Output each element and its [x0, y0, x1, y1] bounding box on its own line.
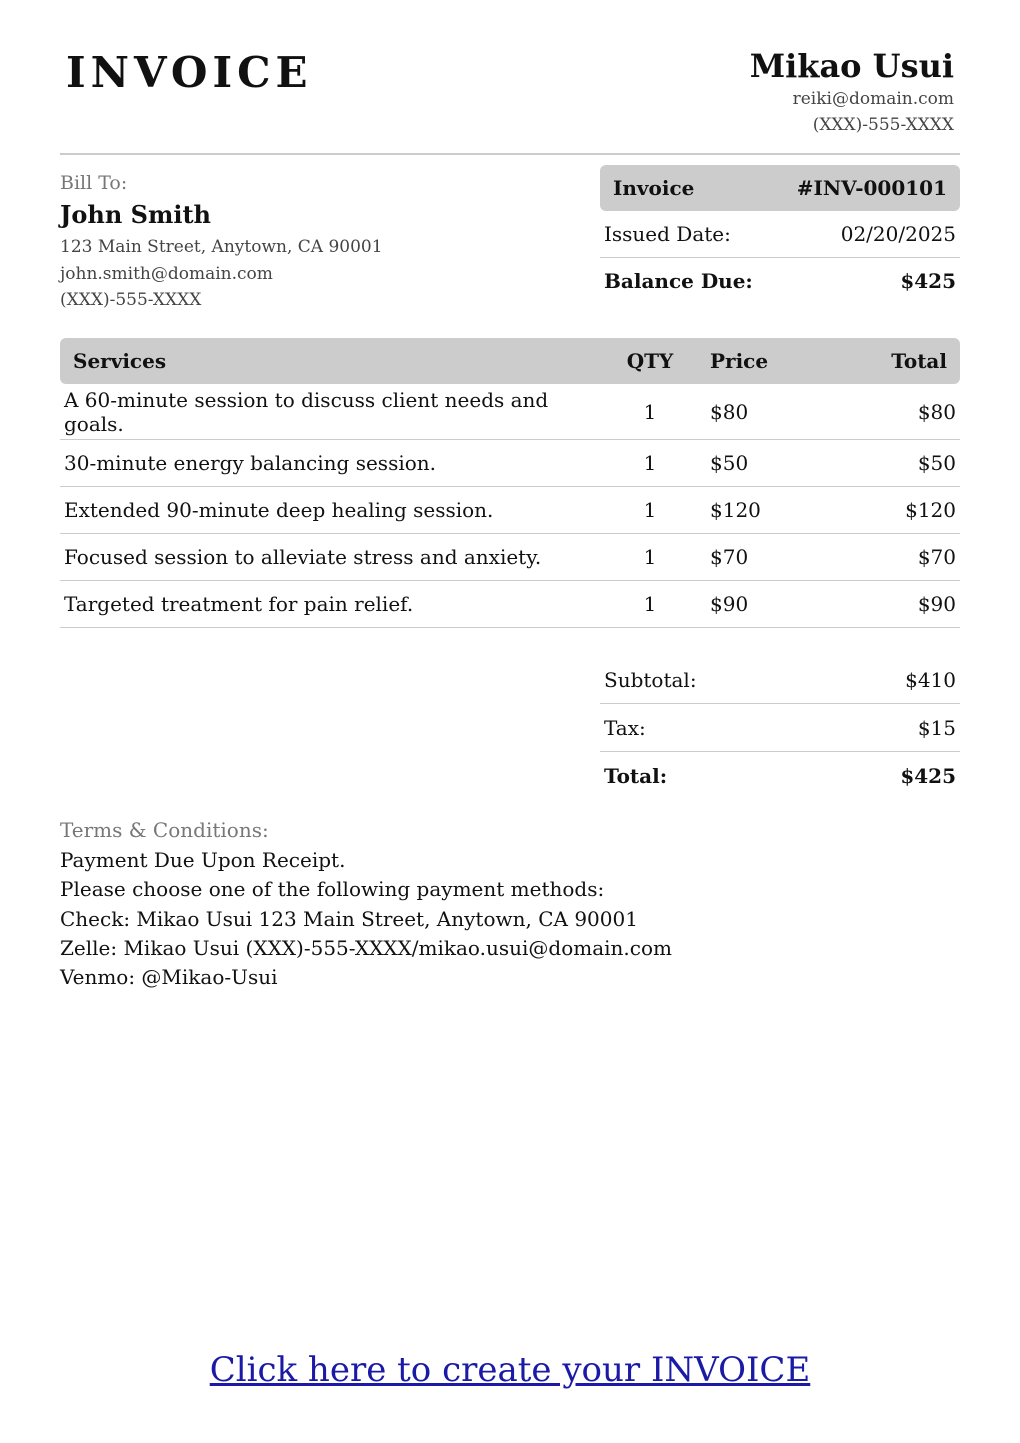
- terms-line: Zelle: Mikao Usui (XXX)-555-XXXX/mikao.usui@domain.com: [60, 935, 672, 960]
- seller-info: [750, 46, 954, 138]
- grand-total-value: $425: [900, 763, 956, 788]
- terms-line: Payment Due Upon Receipt.: [60, 848, 346, 872]
- terms-line: Venmo: @Mikao-Usui: [60, 965, 278, 990]
- service-total: $50: [830, 440, 960, 487]
- client-email: john.smith@domain.com: [60, 263, 273, 284]
- service-total: $90: [830, 581, 960, 628]
- service-total: $80: [830, 384, 960, 440]
- balance-due-value: $425: [900, 269, 956, 293]
- service-price: $50: [700, 440, 830, 487]
- subtotal-label: Subtotal:: [604, 667, 697, 692]
- client-address: 123 Main Street, Anytown, CA 90001: [60, 237, 383, 257]
- table-row: [60, 487, 960, 534]
- tax-row: [600, 704, 960, 752]
- invoice-number-header: [600, 165, 960, 211]
- table-row: [60, 440, 960, 487]
- service-price: $90: [700, 581, 830, 628]
- header-divider: [60, 153, 960, 155]
- service-price: $120: [700, 487, 830, 534]
- service-qty: 1: [600, 534, 700, 581]
- document-title: INVOICE: [66, 48, 313, 97]
- service-total: $120: [830, 487, 960, 534]
- invoice-number: #INV-000101: [796, 176, 947, 200]
- invoice-page: [60, 0, 960, 1443]
- tax-value: $15: [917, 715, 956, 740]
- service-description: Focused session to alleviate stress and anxiety.: [60, 534, 600, 581]
- grand-total-row: [600, 752, 960, 799]
- terms-line: Check: Mikao Usui 123 Main Street, Anytown, CA 90001: [60, 906, 638, 931]
- column-header-qty: QTY: [600, 338, 700, 384]
- client-phone: (XXX)-555-XXXX: [60, 290, 202, 310]
- service-price: $70: [700, 534, 830, 581]
- service-description: Extended 90-minute deep healing session.: [60, 487, 600, 534]
- service-description: 30-minute energy balancing session.: [60, 440, 600, 487]
- grand-total-label: Total:: [604, 763, 668, 788]
- terms-section: [60, 816, 960, 992]
- issued-date-row: [600, 211, 960, 258]
- table-row: [60, 384, 960, 440]
- seller-phone: (XXX)-555-XXXX: [812, 115, 954, 135]
- issued-date-value: 02/20/2025: [840, 222, 956, 246]
- service-qty: 1: [600, 440, 700, 487]
- service-total: $70: [830, 534, 960, 581]
- totals-section: [600, 656, 960, 799]
- service-price: $80: [700, 384, 830, 440]
- column-header-price: Price: [700, 338, 830, 384]
- terms-line: Please choose one of the following payment methods:: [60, 877, 605, 902]
- balance-due-label: Balance Due:: [604, 269, 753, 293]
- bill-to-label: Bill To:: [60, 172, 128, 194]
- issued-date-label: Issued Date:: [604, 222, 731, 246]
- invoice-label: Invoice: [613, 176, 695, 200]
- seller-name: Mikao Usui: [749, 47, 954, 85]
- balance-due-row: [600, 258, 960, 304]
- service-description: A 60-minute session to discuss client needs and goals.: [60, 384, 600, 440]
- table-row: [60, 534, 960, 581]
- terms-label: Terms & Conditions:: [60, 818, 269, 842]
- services-header-row: [60, 338, 960, 384]
- column-header-services: Services: [60, 338, 600, 384]
- subtotal-row: [600, 656, 960, 704]
- table-row: [60, 581, 960, 628]
- invoice-meta: [600, 165, 960, 304]
- subtotal-value: $410: [905, 667, 956, 692]
- bill-to-section: [60, 170, 560, 314]
- cta-container: [60, 1350, 960, 1390]
- service-description: Targeted treatment for pain relief.: [60, 581, 600, 628]
- client-name: John Smith: [60, 200, 211, 229]
- seller-email: reiki@domain.com: [792, 89, 954, 109]
- tax-label: Tax:: [604, 715, 646, 740]
- create-invoice-link[interactable]: Click here to create your INVOICE: [209, 1350, 811, 1390]
- services-table: [60, 338, 960, 628]
- service-qty: 1: [600, 384, 700, 440]
- column-header-total: Total: [830, 338, 960, 384]
- service-qty: 1: [600, 581, 700, 628]
- service-qty: 1: [600, 487, 700, 534]
